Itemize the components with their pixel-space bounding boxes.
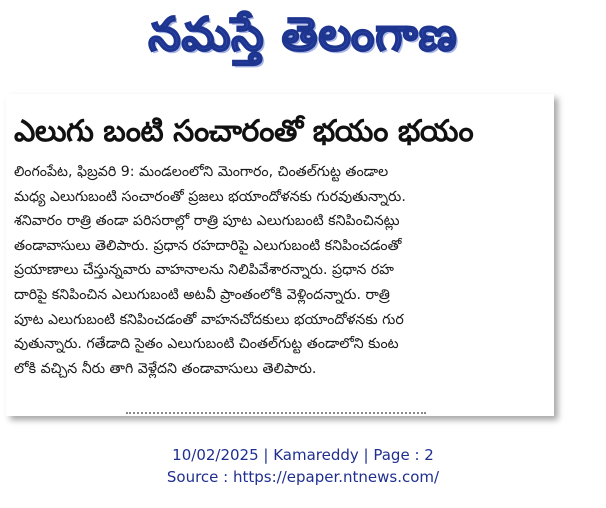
article-headline: ఎలుగు బంటి సంచారంతో భయం భయం [14,114,474,149]
article-line: దారిపై కనిపించిన ఎలుగుబంటి అటవీ ప్రాంతంలోకి వెళ్లిందన్నారు. రాత్రి [14,286,390,303]
newspaper-logo: నమస్తే తెలంగాణ [148,7,458,61]
clipping-footer [0,444,606,488]
article-line: శనివారం రాత్రి తండా పరిసరాల్లో రాత్రి పూట ఎలుగుబంటి కనిపించినట్లు [14,213,400,230]
article-line: మధ్య ఎలుగుబంటి సంచారంతో ప్రజలు భయాందోళనకు గురవుతున్నారు. [14,188,406,205]
article-body [14,160,546,381]
article-line: లోకి వచ్చిన నీరు తాగి వెళ్లేదని తండావాసులు తెలిపారు. [14,360,317,377]
edition-info: 10/02/2025 | Kamareddy | Page : 2 [172,446,434,464]
source-link[interactable]: Source : https://epaper.ntnews.com/ [166,468,440,486]
clipping-cut-edge [126,412,426,416]
article-line: లింగంపేట, ఫిబ్రవరి 9: మండలంలోని మెంగారం, చింతల్‌గుట్ట తండాల [14,164,389,180]
masthead [0,0,606,80]
article-line: పూట ఎలుగుబంటి కనిపించడంతో వాహనచోదకులు భయాందోళనకు గుర [14,311,404,328]
article-line: తండావాసులు తెలిపారు. ప్రధాన రహదారిపై ఎలుగుబంటి కనిపించడంతో [14,237,402,254]
article-clipping [6,94,554,416]
article-line: ప్రయాణాలు చేస్తున్నవారు వాహనాలను నిలిపివేశారన్నారు. ప్రధాన రహ [14,262,394,279]
article-line: వుతున్నారు. గతేడాది సైతం ఎలుగుబంటి చింతల్‌గుట్ట తండాలోని కుంట [14,336,399,353]
